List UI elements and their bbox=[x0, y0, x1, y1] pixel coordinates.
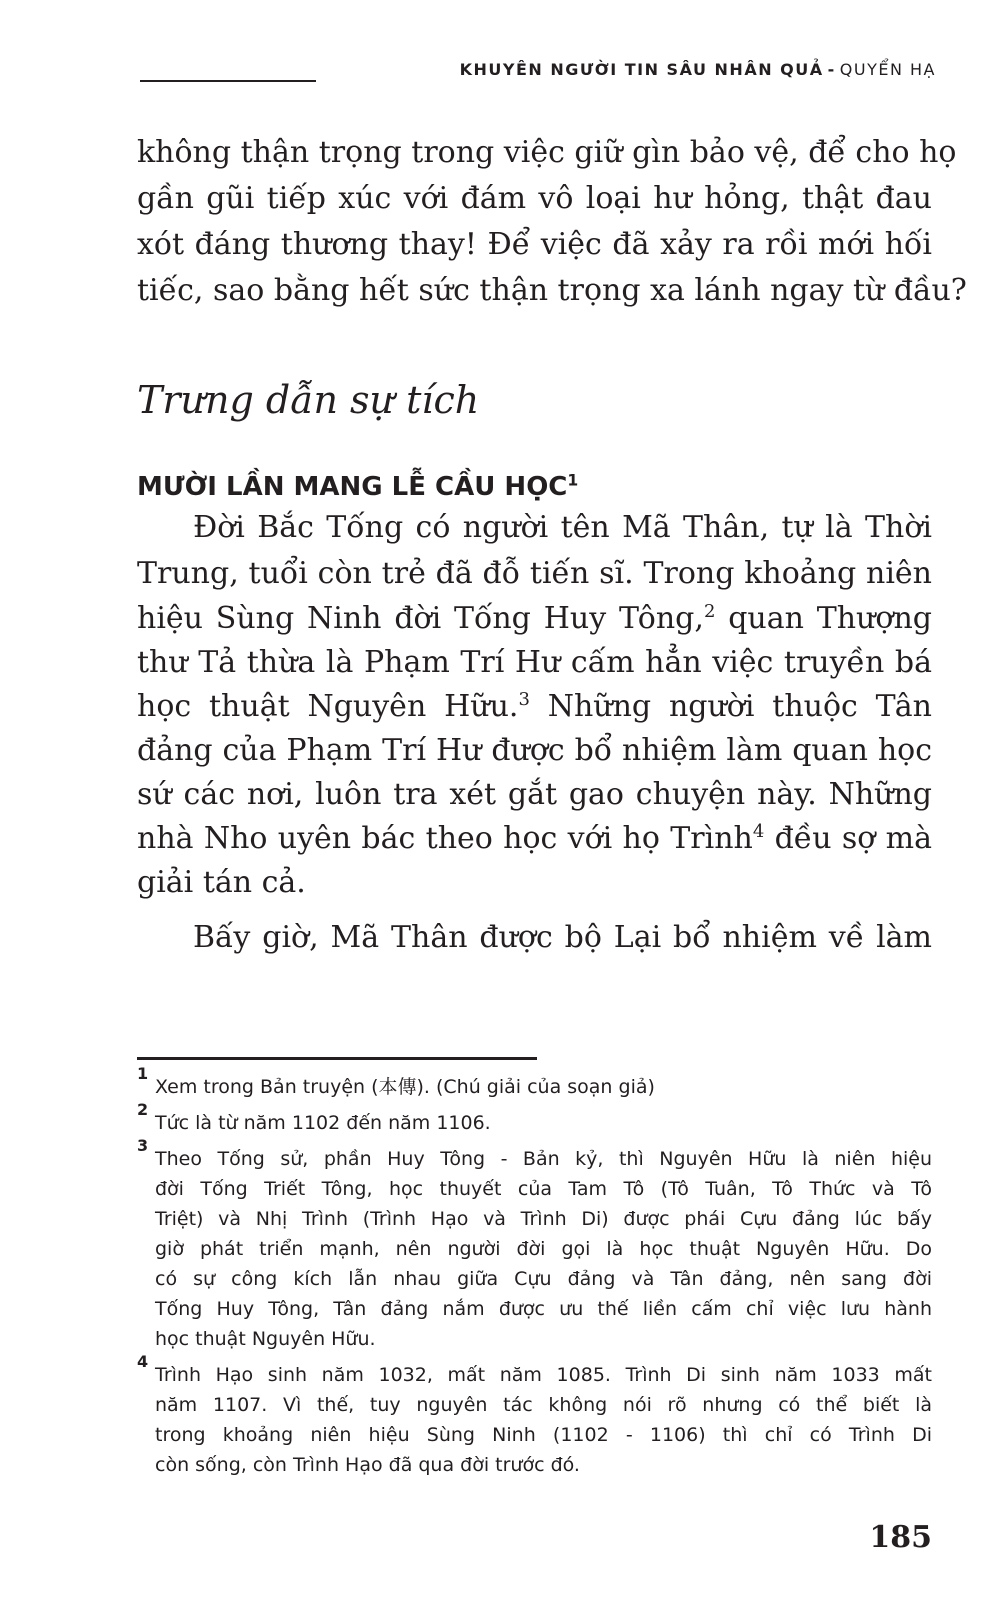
header-rule bbox=[140, 80, 316, 82]
paragraph-line: Trung, tuổi còn trẻ đã đỗ tiến sĩ. Trong khoảng niên bbox=[137, 556, 932, 591]
footnote-line: giờ phát triển mạnh, nên người đời gọi là học thuật Nguyên Hữu. Do bbox=[155, 1238, 932, 1260]
intro-line: xót đáng thương thay! Để việc đã xảy ra rồi mới hối bbox=[137, 227, 932, 262]
footnote-line: học thuật Nguyên Hữu. bbox=[155, 1328, 376, 1350]
footnote-ref-4: 4 bbox=[752, 821, 765, 842]
footnote-marker: 1 bbox=[137, 1064, 149, 1083]
intro-line: gần gũi tiếp xúc với đám vô loại hư hỏng, thật đau bbox=[137, 181, 932, 216]
intro-line: tiếc, sao bằng hết sức thận trọng xa lánh ngay từ đầu? bbox=[137, 273, 967, 308]
footnote-marker: 2 bbox=[137, 1100, 149, 1119]
footnote-marker: 4 bbox=[137, 1352, 149, 1371]
paragraph-line bbox=[137, 601, 932, 637]
paragraph-line: đảng của Phạm Trí Hư được bổ nhiệm làm quan học bbox=[137, 733, 932, 768]
footnote-line: Triệt) và Nhị Trình (Trình Hạo và Trình Di) được phái Cựu đảng lúc bấy bbox=[155, 1208, 932, 1230]
footnote-line: đời Tống Triết Tông, học thuyết của Tam Tô (Tô Tuân, Tô Thức và Tô bbox=[155, 1178, 932, 1200]
footnote-line: Xem trong Bản truyện (本傳). (Chú giải của soạn giả) bbox=[155, 1076, 655, 1098]
footnote-line: năm 1107. Vì thế, tuy nguyên tác không nói rõ nhưng có thể biết là bbox=[155, 1394, 932, 1416]
page-number: 185 bbox=[869, 1520, 932, 1555]
line-text: học thuật Nguyên Hữu. bbox=[137, 689, 519, 724]
running-head bbox=[460, 60, 936, 79]
paragraph-line: Bấy giờ, Mã Thân được bộ Lại bổ nhiệm về làm bbox=[193, 920, 932, 955]
footnote-ref-2: 2 bbox=[703, 601, 716, 622]
paragraph-line bbox=[137, 821, 932, 857]
line-text: nhà Nho uyên bác theo học với họ Trình bbox=[137, 821, 753, 856]
footnote-rule bbox=[137, 1057, 537, 1060]
footnote-line: trong khoảng niên hiệu Sùng Ninh (1102 - 1106) thì chỉ có Trình Di bbox=[155, 1424, 932, 1446]
section-title: Trưng dẫn sự tích bbox=[137, 378, 480, 422]
footnote-line: có sự công kích lẫn nhau giữa Cựu đảng và Tân đảng, nên sang đời bbox=[155, 1268, 932, 1290]
footnote-line: Theo Tống sử, phần Huy Tông - Bản kỷ, thì Nguyên Hữu là niên hiệu bbox=[155, 1148, 932, 1170]
line-text: đều sợ mà bbox=[764, 821, 933, 856]
paragraph-line: thư Tả thừa là Phạm Trí Hư cấm hẳn việc truyền bá bbox=[137, 645, 932, 680]
story-title bbox=[137, 470, 578, 504]
line-text: quan Thượng bbox=[715, 601, 932, 636]
paragraph-line bbox=[137, 689, 932, 725]
intro-line: không thận trọng trong việc giữ gìn bảo vệ, để cho họ bbox=[137, 135, 957, 170]
running-head-title: KHUYÊN NGƯỜI TIN SÂU NHÂN QUẢ bbox=[459, 60, 824, 79]
story-title-text: MƯỜI LẦN MANG LỄ CẦU HỌC bbox=[137, 472, 568, 502]
footnote-line: còn sống, còn Trình Hạo đã qua đời trước đó. bbox=[155, 1454, 580, 1476]
running-head-separator: - bbox=[827, 60, 836, 79]
running-head-volume: QUYỂN HẠ bbox=[839, 60, 936, 79]
paragraph-line: sứ các nơi, luôn tra xét gắt gao chuyện này. Những bbox=[137, 777, 932, 812]
line-text: Những người thuộc Tân bbox=[529, 689, 933, 724]
story-title-footnote-ref: 1 bbox=[567, 471, 579, 490]
footnote-line: Tống Huy Tông, Tân đảng nắm được ưu thế liền cấm chỉ việc lưu hành bbox=[155, 1298, 932, 1320]
footnote-ref-3: 3 bbox=[518, 689, 530, 710]
footnote-line: Trình Hạo sinh năm 1032, mất năm 1085. Trình Di sinh năm 1033 mất bbox=[155, 1364, 932, 1386]
footnote-marker: 3 bbox=[137, 1136, 149, 1155]
paragraph-line: Đời Bắc Tống có người tên Mã Thân, tự là Thời bbox=[193, 510, 932, 545]
footnote-line: Tức là từ năm 1102 đến năm 1106. bbox=[155, 1112, 491, 1134]
paragraph-line: giải tán cả. bbox=[137, 865, 306, 900]
line-text: hiệu Sùng Ninh đời Tống Huy Tông, bbox=[137, 601, 704, 636]
